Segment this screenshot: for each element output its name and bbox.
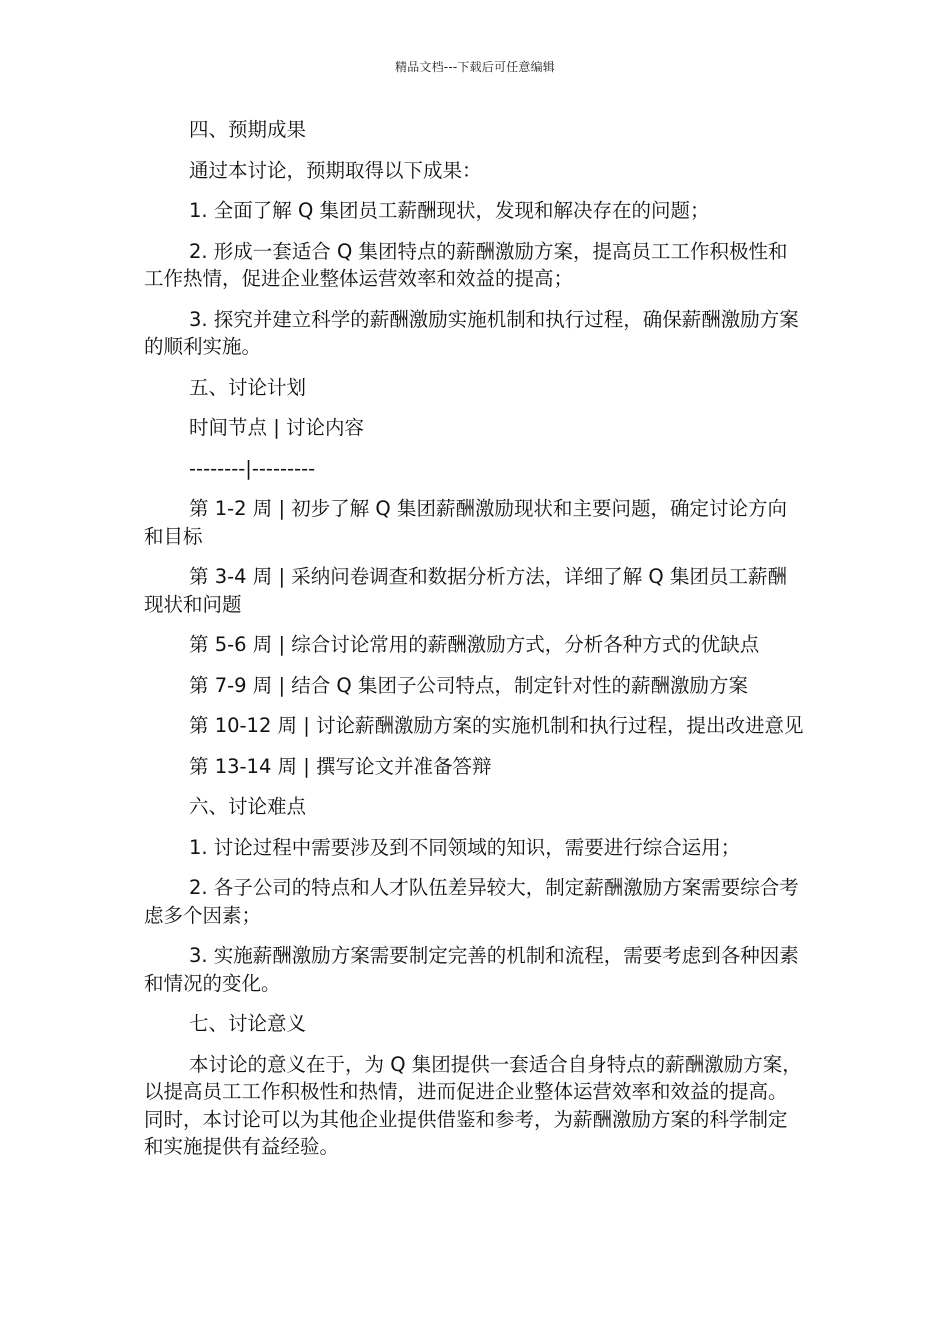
list-item: 1. 讨论过程中需要涉及到不同领域的知识，需要进行综合运用； (189, 835, 741, 859)
plan-table-row: 第 10-12 周 | 讨论薪酬激励方案的实施机制和执行过程，提出改进意见 (189, 714, 804, 737)
page-header: 精品文档---下载后可任意编辑 (395, 60, 555, 74)
list-item: 3. 实施薪酬激励方案需要制定完善的机制和流程，需要考虑到各种因素和情况的变化。 (144, 944, 799, 995)
list-item: 2. 各子公司的特点和人才队伍差异较大，制定薪酬激励方案需要综合考虑多个因素； (144, 876, 799, 927)
plan-table-row: 第 13-14 周 | 撰写论文并准备答辩 (189, 754, 492, 778)
plan-table-row: 第 7-9 周 | 结合 Q 集团子公司特点，制定针对性的薪酬激励方案 (189, 673, 748, 697)
section-heading-plan: 五、讨论计划 (189, 375, 307, 399)
plan-table-row: 第 3-4 周 | 采纳问卷调查和数据分析方法，详细了解 Q 集团员工薪酬现状和问题 (144, 565, 787, 616)
paragraph: 本讨论的意义在于，为 Q 集团提供一套适合自身特点的薪酬激励方案，以提高员工工作积极性和热情，进而促进企业整体运营效率和效益的提高。同时，本讨论可以为其他企业提供借鉴和参考，为薪酬激励方案的科学制定和实施提供有益经验。 (144, 1052, 802, 1158)
document-body (144, 116, 804, 1174)
list-item: 3. 探究并建立科学的薪酬激励实施机制和执行过程，确保薪酬激励方案的顺利实施。 (144, 307, 799, 358)
section-heading-expected-results: 四、预期成果 (189, 118, 307, 141)
paragraph: 通过本讨论，预期取得以下成果： (189, 158, 482, 182)
plan-table-separator: --------|--------- (189, 456, 316, 480)
section-heading-significance: 七、讨论意义 (189, 1012, 307, 1035)
list-item: 1. 全面了解 Q 集团员工薪酬现状，发现和解决存在的问题； (189, 199, 710, 222)
plan-table-row: 第 5-6 周 | 综合讨论常用的薪酬激励方式，分析各种方式的优缺点 (189, 633, 760, 656)
plan-table-header: 时间节点 | 讨论内容 (189, 416, 364, 439)
plan-table-row: 第 1-2 周 | 初步了解 Q 集团薪酬激励现状和主要问题，确定讨论方向和目标 (144, 497, 787, 548)
section-heading-difficulties: 六、讨论难点 (189, 795, 307, 818)
list-item: 2. 形成一套适合 Q 集团特点的薪酬激励方案，提高员工工作积极性和工作热情，促进企业整体运营效率和效益的提高； (144, 239, 788, 290)
